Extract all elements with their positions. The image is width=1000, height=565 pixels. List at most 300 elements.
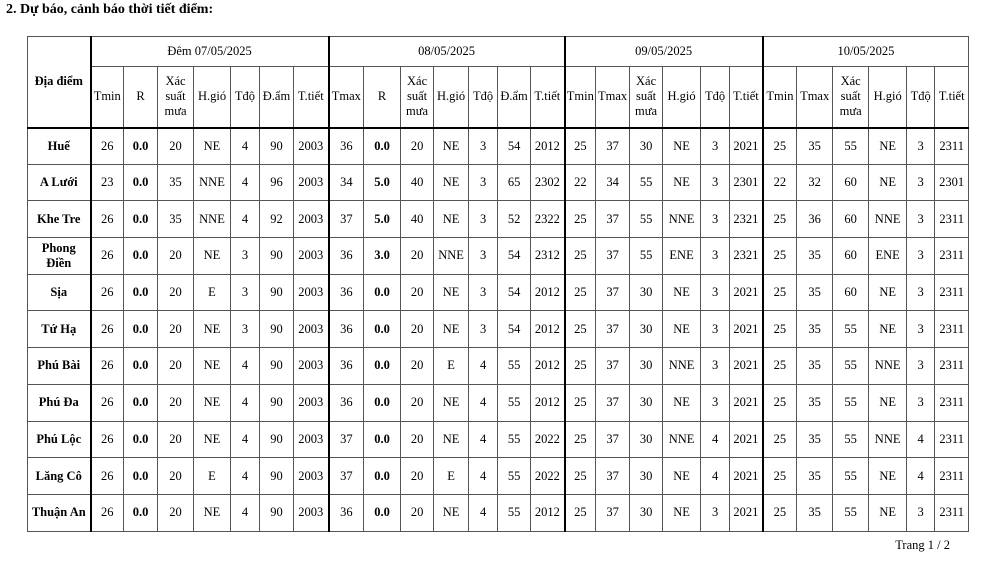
table-cell: 25 (565, 238, 596, 275)
table-cell: ENE (663, 238, 701, 275)
table-row (28, 164, 969, 201)
table-cell: 90 (260, 348, 294, 385)
table-cell: 92 (260, 201, 294, 238)
table-cell: 25 (763, 311, 797, 348)
table-cell: 55 (833, 348, 869, 385)
table-cell: 3 (701, 348, 730, 385)
table-cell: NE (194, 494, 231, 531)
table-body (28, 128, 969, 532)
table-cell: 4 (231, 348, 260, 385)
table-cell: 4 (231, 458, 260, 495)
table-cell: 54 (498, 311, 531, 348)
table-cell: 2012 (531, 384, 565, 421)
table-cell: 36 (329, 274, 364, 311)
table-cell: 37 (596, 421, 630, 458)
column-header: T.tiết (935, 67, 969, 128)
table-cell: 65 (498, 164, 531, 201)
table-cell: 35 (797, 274, 833, 311)
table-cell: 0.0 (364, 128, 401, 165)
table-cell: 2311 (935, 384, 969, 421)
table-cell: NNE (663, 421, 701, 458)
table-cell: 55 (498, 458, 531, 495)
table-cell: NNE (663, 201, 701, 238)
table-cell: 37 (329, 458, 364, 495)
table-cell: 3 (231, 311, 260, 348)
table-cell: NE (434, 128, 469, 165)
table-cell: 3 (701, 274, 730, 311)
table-cell: 2311 (935, 201, 969, 238)
group-header: 09/05/2025 (565, 37, 763, 67)
table-cell: 2022 (531, 458, 565, 495)
table-cell: 2021 (730, 311, 763, 348)
table-cell: 23 (91, 164, 124, 201)
table-cell: 2311 (935, 274, 969, 311)
table-cell: 90 (260, 238, 294, 275)
table-cell: 2311 (935, 238, 969, 275)
table-cell: 2003 (294, 384, 329, 421)
table-cell: 3 (469, 128, 498, 165)
table-cell: NE (434, 494, 469, 531)
table-cell: 52 (498, 201, 531, 238)
table-cell: 3 (231, 274, 260, 311)
table-cell: 37 (329, 201, 364, 238)
column-header: Tđộ (231, 67, 260, 128)
table-cell: NNE (869, 348, 907, 385)
table-row (28, 421, 969, 458)
table-cell: 20 (401, 238, 434, 275)
table-cell: 3 (701, 238, 730, 275)
column-header: R (124, 67, 158, 128)
table-cell: 55 (498, 348, 531, 385)
table-cell: 20 (158, 274, 194, 311)
table-cell: 34 (596, 164, 630, 201)
table-cell: 20 (158, 348, 194, 385)
column-header: Xác suất mưa (401, 67, 434, 128)
table-cell: NE (194, 384, 231, 421)
table-cell: 37 (596, 384, 630, 421)
table-cell: 0.0 (124, 164, 158, 201)
table-cell: 34 (329, 164, 364, 201)
column-header: R (364, 67, 401, 128)
table-cell: 20 (158, 384, 194, 421)
table-cell: 2021 (730, 128, 763, 165)
forecast-table (27, 36, 969, 532)
table-cell: 60 (833, 201, 869, 238)
table-cell: 22 (565, 164, 596, 201)
table-cell: 2021 (730, 494, 763, 531)
table-cell: 0.0 (364, 348, 401, 385)
table-cell: NE (869, 494, 907, 531)
table-cell: 90 (260, 311, 294, 348)
table-cell: 5.0 (364, 164, 401, 201)
table-cell: NE (194, 421, 231, 458)
table-cell: 30 (630, 274, 663, 311)
table-cell: 25 (763, 458, 797, 495)
table-cell: NE (434, 164, 469, 201)
location-cell: Sịa (28, 274, 91, 311)
location-cell: Khe Tre (28, 201, 91, 238)
table-cell: 4 (469, 384, 498, 421)
table-row (28, 384, 969, 421)
table-cell: 2321 (730, 201, 763, 238)
table-cell: 36 (329, 494, 364, 531)
column-header: Tđộ (907, 67, 935, 128)
table-cell: 90 (260, 494, 294, 531)
table-cell: 3 (701, 201, 730, 238)
table-cell: 0.0 (124, 421, 158, 458)
table-cell: NNE (194, 201, 231, 238)
table-cell: 2003 (294, 421, 329, 458)
table-cell: 90 (260, 274, 294, 311)
table-cell: 37 (596, 238, 630, 275)
table-cell: 2012 (531, 494, 565, 531)
table-cell: 0.0 (124, 201, 158, 238)
table-cell: 2003 (294, 164, 329, 201)
table-cell: 3 (469, 238, 498, 275)
column-header: T.tiết (531, 67, 565, 128)
location-header: Địa điểm (28, 37, 91, 128)
table-cell: NE (869, 311, 907, 348)
table-cell: 2311 (935, 348, 969, 385)
table-cell: 2012 (531, 311, 565, 348)
table-cell: NE (869, 164, 907, 201)
table-cell: 55 (833, 384, 869, 421)
table-cell: 25 (763, 201, 797, 238)
table-cell: 55 (630, 201, 663, 238)
table-cell: 2003 (294, 128, 329, 165)
table-cell: 36 (797, 201, 833, 238)
table-cell: 37 (596, 201, 630, 238)
table-cell: 26 (91, 421, 124, 458)
table-cell: 54 (498, 128, 531, 165)
table-cell: 40 (401, 201, 434, 238)
table-cell: E (434, 348, 469, 385)
column-header: Tđộ (701, 67, 730, 128)
table-cell: 0.0 (124, 238, 158, 275)
column-header: Tmin (91, 67, 124, 128)
column-header: Tmin (565, 67, 596, 128)
location-cell: Phong Điền (28, 238, 91, 275)
table-cell: 0.0 (364, 494, 401, 531)
table-cell: 26 (91, 348, 124, 385)
table-row (28, 494, 969, 531)
table-cell: 35 (797, 494, 833, 531)
column-header: H.gió (663, 67, 701, 128)
table-cell: 25 (565, 128, 596, 165)
table-cell: 3 (907, 238, 935, 275)
table-cell: NE (194, 348, 231, 385)
column-header: H.gió (434, 67, 469, 128)
table-cell: 37 (596, 348, 630, 385)
table-cell: 25 (763, 348, 797, 385)
table-cell: 25 (763, 128, 797, 165)
table-cell: 35 (158, 164, 194, 201)
table-cell: 0.0 (124, 384, 158, 421)
table-cell: 32 (797, 164, 833, 201)
table-cell: 0.0 (124, 311, 158, 348)
table-cell: 20 (158, 238, 194, 275)
table-cell: 3 (907, 311, 935, 348)
table-cell: 25 (763, 238, 797, 275)
table-cell: 26 (91, 458, 124, 495)
table-cell: 3 (231, 238, 260, 275)
table-cell: 2003 (294, 201, 329, 238)
table-cell: 26 (91, 311, 124, 348)
column-header: H.gió (869, 67, 907, 128)
table-cell: NE (663, 128, 701, 165)
table-cell: 20 (401, 311, 434, 348)
table-cell: 0.0 (364, 311, 401, 348)
table-cell: 96 (260, 164, 294, 201)
location-cell: Tứ Hạ (28, 311, 91, 348)
table-cell: 4 (469, 458, 498, 495)
table-cell: 2003 (294, 458, 329, 495)
table-cell: 30 (630, 311, 663, 348)
table-cell: 4 (231, 201, 260, 238)
table-cell: 3 (907, 128, 935, 165)
location-cell: Huế (28, 128, 91, 165)
column-header: Tmax (329, 67, 364, 128)
table-cell: 2311 (935, 458, 969, 495)
table-cell: NE (194, 128, 231, 165)
table-cell: 35 (797, 421, 833, 458)
table-cell: 2003 (294, 348, 329, 385)
table-cell: E (194, 274, 231, 311)
table-cell: 36 (329, 348, 364, 385)
table-cell: 2312 (531, 238, 565, 275)
table-cell: 0.0 (124, 458, 158, 495)
table-cell: NE (663, 458, 701, 495)
table-cell: 25 (565, 458, 596, 495)
table-cell: 25 (565, 384, 596, 421)
column-header: H.gió (194, 67, 231, 128)
table-cell: 36 (329, 128, 364, 165)
table-cell: 90 (260, 421, 294, 458)
table-cell: 2003 (294, 311, 329, 348)
table-cell: 3 (701, 128, 730, 165)
table-cell: 55 (833, 421, 869, 458)
group-header: Đêm 07/05/2025 (91, 37, 329, 67)
table-cell: NE (869, 128, 907, 165)
table-cell: 55 (498, 384, 531, 421)
table-cell: 26 (91, 238, 124, 275)
table-cell: 55 (498, 421, 531, 458)
table-cell: NE (663, 164, 701, 201)
table-cell: 35 (797, 238, 833, 275)
table-cell: 2321 (730, 238, 763, 275)
table-cell: 0.0 (364, 384, 401, 421)
column-header: Tmin (763, 67, 797, 128)
table-cell: 60 (833, 238, 869, 275)
group-header: 08/05/2025 (329, 37, 565, 67)
table-cell: 3 (469, 201, 498, 238)
table-cell: 0.0 (364, 421, 401, 458)
table-cell: 4 (907, 421, 935, 458)
table-cell: 4 (231, 494, 260, 531)
table-cell: NE (434, 274, 469, 311)
table-cell: 4 (469, 348, 498, 385)
table-cell: 0.0 (124, 348, 158, 385)
table-cell: 3 (907, 164, 935, 201)
table-cell: 4 (469, 494, 498, 531)
table-cell: NE (434, 421, 469, 458)
table-cell: 37 (596, 128, 630, 165)
table-cell: 40 (401, 164, 434, 201)
column-header: Tmax (797, 67, 833, 128)
table-cell: NE (434, 311, 469, 348)
table-cell: 20 (401, 458, 434, 495)
table-cell: 30 (630, 348, 663, 385)
table-cell: NNE (434, 238, 469, 275)
table-cell: 25 (763, 274, 797, 311)
table-cell: 26 (91, 274, 124, 311)
table-cell: 3.0 (364, 238, 401, 275)
column-header: Đ.ẩm (498, 67, 531, 128)
table-cell: 4 (469, 421, 498, 458)
table-cell: 3 (701, 164, 730, 201)
location-cell: Phú Bài (28, 348, 91, 385)
table-row (28, 311, 969, 348)
table-cell: NE (194, 311, 231, 348)
column-header: Tmax (596, 67, 630, 128)
table-cell: 2311 (935, 128, 969, 165)
table-cell: 4 (231, 421, 260, 458)
table-cell: ENE (869, 238, 907, 275)
table-cell: 3 (469, 164, 498, 201)
table-cell: 36 (329, 311, 364, 348)
table-cell: 35 (797, 384, 833, 421)
table-cell: 26 (91, 201, 124, 238)
table-cell: 3 (907, 348, 935, 385)
table-cell: 37 (596, 458, 630, 495)
table-cell: 4 (701, 458, 730, 495)
table-cell: 2021 (730, 458, 763, 495)
column-header: Xác suất mưa (833, 67, 869, 128)
table-cell: 2022 (531, 421, 565, 458)
table-cell: 4 (231, 128, 260, 165)
table-row (28, 128, 969, 165)
table-cell: 37 (596, 274, 630, 311)
group-header: 10/05/2025 (763, 37, 969, 67)
table-cell: 55 (833, 311, 869, 348)
location-cell: A Lưới (28, 164, 91, 201)
table-cell: 20 (401, 384, 434, 421)
table-cell: 25 (565, 494, 596, 531)
table-cell: 55 (833, 128, 869, 165)
table-cell: 35 (797, 458, 833, 495)
table-cell: 4 (701, 421, 730, 458)
location-cell: Phú Lộc (28, 421, 91, 458)
table-cell: 55 (498, 494, 531, 531)
table-cell: 2012 (531, 274, 565, 311)
table-cell: 26 (91, 128, 124, 165)
table-cell: 20 (158, 421, 194, 458)
table-cell: E (194, 458, 231, 495)
table-cell: 25 (763, 384, 797, 421)
table-cell: NNE (869, 201, 907, 238)
table-cell: 2021 (730, 274, 763, 311)
table-cell: 22 (763, 164, 797, 201)
table-cell: 2012 (531, 348, 565, 385)
table-cell: 2301 (935, 164, 969, 201)
table-cell: 2311 (935, 311, 969, 348)
table-cell: 2311 (935, 494, 969, 531)
table-cell: 25 (565, 421, 596, 458)
table-cell: 20 (401, 348, 434, 385)
table-cell: 55 (833, 458, 869, 495)
table-cell: 2302 (531, 164, 565, 201)
table-cell: 30 (630, 421, 663, 458)
table-cell: 54 (498, 274, 531, 311)
table-cell: 3 (907, 494, 935, 531)
table-cell: 25 (565, 311, 596, 348)
table-cell: 25 (763, 494, 797, 531)
table-row (28, 348, 969, 385)
table-cell: 35 (797, 128, 833, 165)
table-cell: 60 (833, 274, 869, 311)
table-cell: 2311 (935, 421, 969, 458)
table-cell: NE (869, 458, 907, 495)
table-cell: 3 (701, 311, 730, 348)
table-cell: 3 (701, 384, 730, 421)
table-cell: 3 (701, 494, 730, 531)
table-cell: 2012 (531, 128, 565, 165)
table-cell: 2301 (730, 164, 763, 201)
location-cell: Lăng Cô (28, 458, 91, 495)
header-row-columns (28, 67, 969, 128)
table-cell: 54 (498, 238, 531, 275)
table-cell: 3 (907, 384, 935, 421)
table-cell: 3 (907, 201, 935, 238)
column-header: Tđộ (469, 67, 498, 128)
table-cell: 4 (231, 384, 260, 421)
table-cell: 90 (260, 384, 294, 421)
table-cell: 0.0 (124, 494, 158, 531)
table-cell: E (434, 458, 469, 495)
table-row (28, 201, 969, 238)
table-cell: 2021 (730, 421, 763, 458)
table-cell: 90 (260, 128, 294, 165)
table-cell: 20 (158, 128, 194, 165)
location-cell: Phú Đa (28, 384, 91, 421)
table-cell: 25 (763, 421, 797, 458)
table-cell: NE (663, 384, 701, 421)
table-cell: 4 (231, 164, 260, 201)
table-cell: 35 (158, 201, 194, 238)
table-cell: 2003 (294, 274, 329, 311)
table-cell: 4 (907, 458, 935, 495)
table-cell: 26 (91, 494, 124, 531)
table-cell: 55 (630, 238, 663, 275)
table-cell: 2021 (730, 348, 763, 385)
table-cell: 2003 (294, 494, 329, 531)
table-cell: 5.0 (364, 201, 401, 238)
table-cell: 20 (158, 311, 194, 348)
table-cell: 30 (630, 458, 663, 495)
table-cell: 60 (833, 164, 869, 201)
table-cell: 37 (596, 311, 630, 348)
table-cell: NE (663, 274, 701, 311)
table-cell: 25 (565, 274, 596, 311)
column-header: Đ.ẩm (260, 67, 294, 128)
column-header: T.tiết (294, 67, 329, 128)
table-cell: NE (194, 238, 231, 275)
table-cell: NNE (663, 348, 701, 385)
table-cell: 55 (833, 494, 869, 531)
table-cell: 36 (329, 384, 364, 421)
table-cell: 20 (401, 421, 434, 458)
header-row-dates (28, 37, 969, 67)
